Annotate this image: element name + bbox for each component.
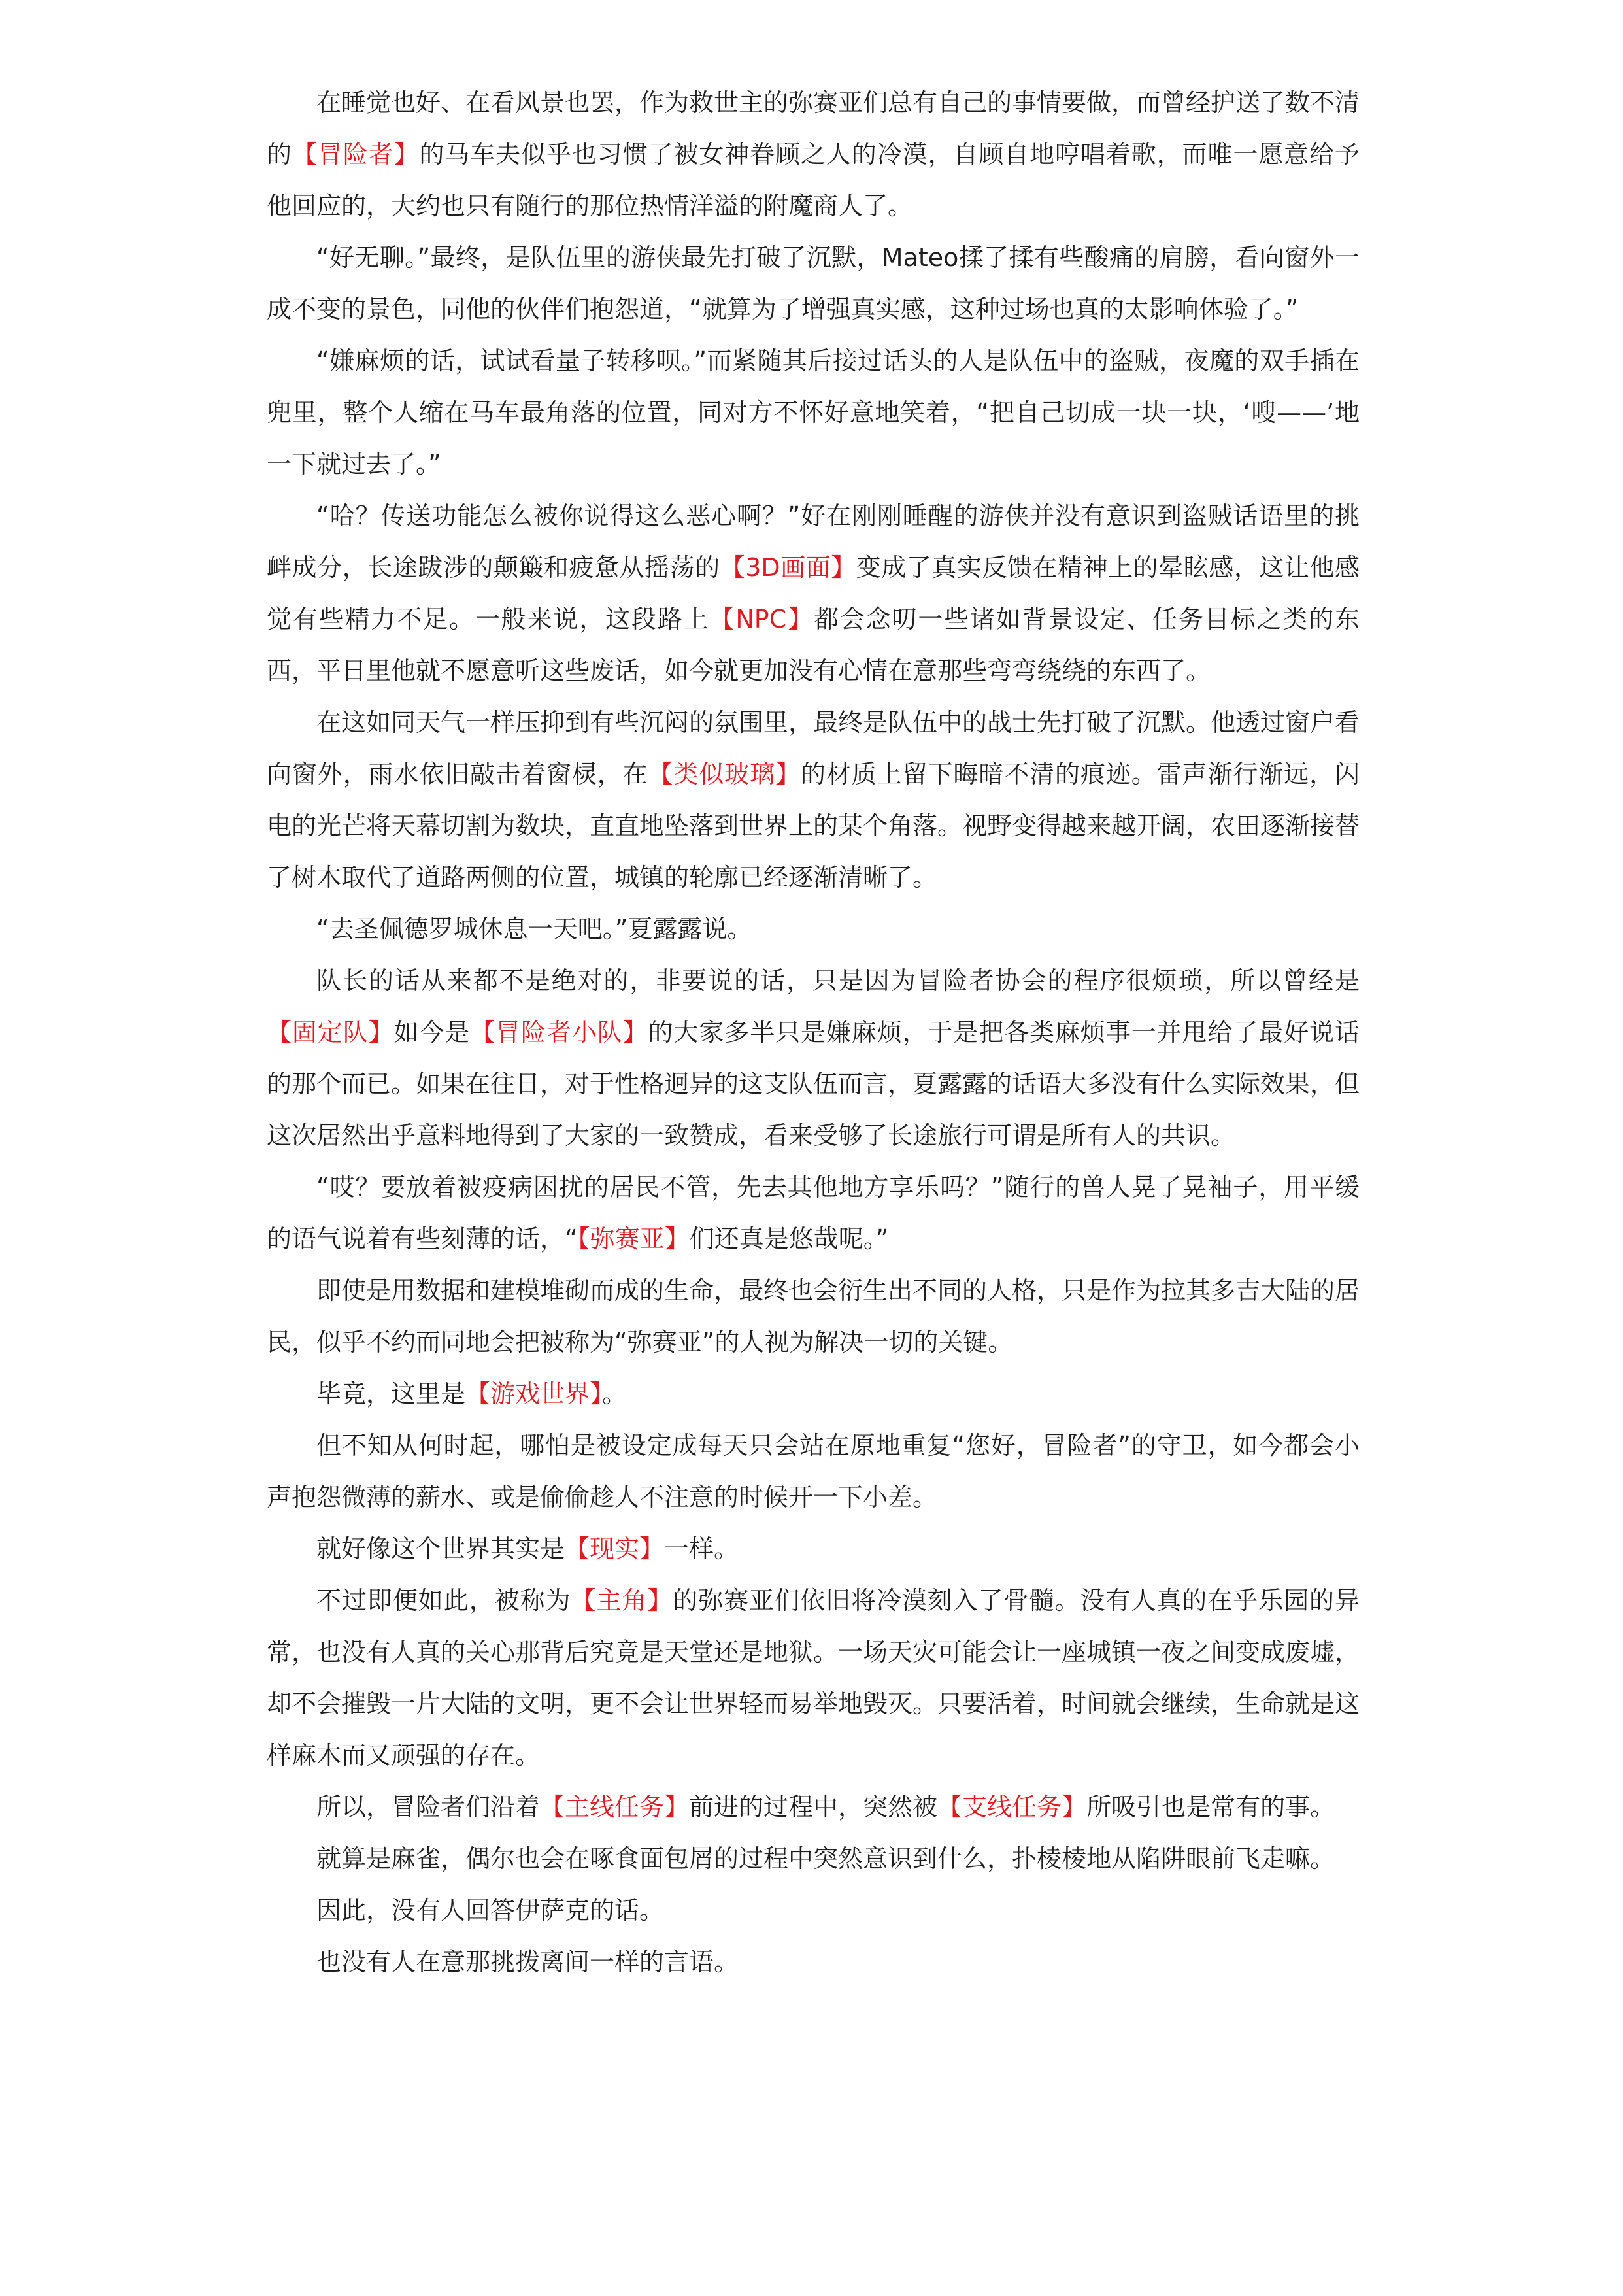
paragraph (267, 1368, 1360, 1420)
text-run: 都会念叨一些诸如背景设定、任务目标之类的东西，平日里他就不愿意听这些废话，如今就更加没有心情在意那些弯弯绕绕的东西了。 (267, 605, 1360, 685)
text-run: 就算是麻雀，偶尔也会在啄食面包屑的过程中突然意识到什么，扑棱棱地从陷阱眼前飞走嘛。 (316, 1844, 1335, 1873)
text-run: 们还真是悠哉呢。” (689, 1224, 889, 1253)
text-run: 在睡觉也好、在看风景也罢，作为救世主的弥赛亚们总有自己的事情要做，而曾经护送了数不清的 (267, 88, 1360, 169)
text-run: 所吸引也是常有的事。 (1086, 1793, 1335, 1821)
text-run: “去圣佩德罗城休息一天吧。”夏露露说。 (316, 915, 752, 943)
text-run: 变成了真实反馈在精神上的晕眩感，这让他感觉有些精力不足。一般来说，这段路上 (267, 553, 1360, 633)
highlighted-term: 【主角】 (571, 1586, 673, 1615)
text-run: 如今是 (393, 1018, 471, 1047)
paragraph (267, 903, 1360, 955)
paragraph (267, 335, 1360, 490)
paragraph (267, 1420, 1360, 1523)
paragraph (267, 1575, 1360, 1781)
text-run: 也没有人在意那挑拨离间一样的言语。 (316, 1948, 739, 1976)
paragraph (267, 77, 1360, 232)
paragraph (267, 1885, 1360, 1936)
highlighted-term: 【弥赛亚】 (577, 1224, 690, 1253)
text-run: 的马车夫似乎也习惯了被女神眷顾之人的冷漠，自顾自地哼唱着歌，而唯一愿意给予他回应的，大约也只有随行的那位热情洋溢的附魔商人了。 (267, 140, 1360, 220)
paragraph (267, 1265, 1360, 1368)
text-run: 在这如同天气一样压抑到有些沉闷的氛围里，最终是队伍中的战士先打破了沉默。他透过窗户看向窗外，雨水依旧敲击着窗棂，在 (267, 708, 1360, 788)
paragraph (267, 232, 1360, 335)
highlighted-term: 【主线任务】 (540, 1793, 690, 1821)
highlighted-term: 【支线任务】 (937, 1793, 1087, 1821)
text-run: 所以，冒险者们沿着 (316, 1793, 541, 1821)
highlighted-term: 【冒险者】 (292, 140, 420, 169)
highlighted-term: 【冒险者小队】 (470, 1018, 648, 1047)
highlighted-term: 【现实】 (565, 1534, 665, 1563)
text-run: 的材质上留下晦暗不清的痕迹。雷声渐行渐远，闪电的光芒将天幕切割为数块，直直地坠落到世界上的某个角落。视野变得越来越开阔，农田逐渐接替了树木取代了道路两侧的位置，城镇的轮廓已经逐渐清晰了。 (267, 760, 1360, 892)
text-run: 前进的过程中，突然被 (689, 1793, 938, 1821)
text-run: “哎？要放着被疫病困扰的居民不管，先去其他地方享乐吗？”随行的兽人晃了晃袖子，用平缓的语气说着有些刻薄的话，“ (267, 1173, 1360, 1253)
text-run: “哈？传送功能怎么被你说得这么恶心啊？”好在刚刚睡醒的游侠并没有意识到盗贼话语里的挑衅成分，长途跋涉的颠簸和疲惫从摇荡的 (267, 501, 1360, 582)
paragraph (267, 697, 1360, 903)
paragraph (267, 1523, 1360, 1575)
paragraph (267, 955, 1360, 1162)
text-run: 队长的话从来都不是绝对的，非要说的话，只是因为冒险者协会的程序很烦琐，所以曾经是 (316, 966, 1360, 995)
text-run: 的弥赛亚们依旧将冷漠刻入了骨髓。没有人真的在乎乐园的异常，也没有人真的关心那背后究竟是天堂还是地狱。一场天灾可能会让一座城镇一夜之间变成废墟，却不会摧毁一片大陆的文明，更不会让世界轻而易举地毁灭。只要活着，时间就会继续，生命就是这样麻木而又顽强的存在。 (267, 1586, 1360, 1770)
text-run: 的大家多半只是嫌麻烦，于是把各类麻烦事一并甩给了最好说话的那个而已。如果在往日，对于性格迥异的这支队伍而言，夏露露的话语大多没有什么实际效果，但这次居然出乎意料地得到了大家的一致赞成，看来受够了长途旅行可谓是所有人的共识。 (267, 1018, 1360, 1150)
paragraph (267, 1162, 1360, 1265)
text-run: 毕竟，这里是 (316, 1379, 466, 1408)
paragraph (267, 1781, 1360, 1833)
text-run: 。 (602, 1379, 627, 1408)
text-run: “嫌麻烦的话，试试看量子转移呗。”而紧随其后接过话头的人是队伍中的盗贼，夜魔的双手插在兜里，整个人缩在马车最角落的位置，同对方不怀好意地笑着，“把自己切成一块一块，‘嗖——’地一下就过去了。” (267, 346, 1360, 479)
text-run: “好无聊。”最终，是队伍里的游侠最先打破了沉默，Mateo揉了揉有些酸痛的肩膀，看向窗外一成不变的景色，同他的伙伴们抱怨道，“就算为了增强真实感，这种过场也真的太影响体验了。” (267, 243, 1360, 324)
document-body (267, 77, 1360, 1988)
highlighted-term: 【固定队】 (267, 1018, 394, 1047)
text-run: 不过即便如此，被称为 (316, 1586, 571, 1615)
highlighted-term: 【游戏世界】 (465, 1379, 603, 1408)
paragraph (267, 1936, 1360, 1988)
highlighted-term: 【3D画面】 (720, 553, 856, 582)
text-run: 但不知从何时起，哪怕是被设定成每天只会站在原地重复“您好，冒险者”的守卫，如今都会小声抱怨微薄的薪水、或是偷偷趁人不注意的时候开一下小差。 (267, 1431, 1360, 1511)
paragraph (267, 490, 1360, 697)
highlighted-term: 【类似玻璃】 (648, 760, 801, 788)
text-run: 就好像这个世界其实是 (316, 1534, 565, 1563)
text-run: 因此，没有人回答伊萨克的话。 (316, 1896, 665, 1925)
text-run: 即使是用数据和建模堆砌而成的生命，最终也会衍生出不同的人格，只是作为拉其多吉大陆的居民，似乎不约而同地会把被称为“弥赛亚”的人视为解决一切的关键。 (267, 1276, 1360, 1357)
paragraph (267, 1833, 1360, 1885)
highlighted-term: 【NPC】 (709, 605, 814, 633)
text-run: 一样。 (664, 1534, 739, 1563)
